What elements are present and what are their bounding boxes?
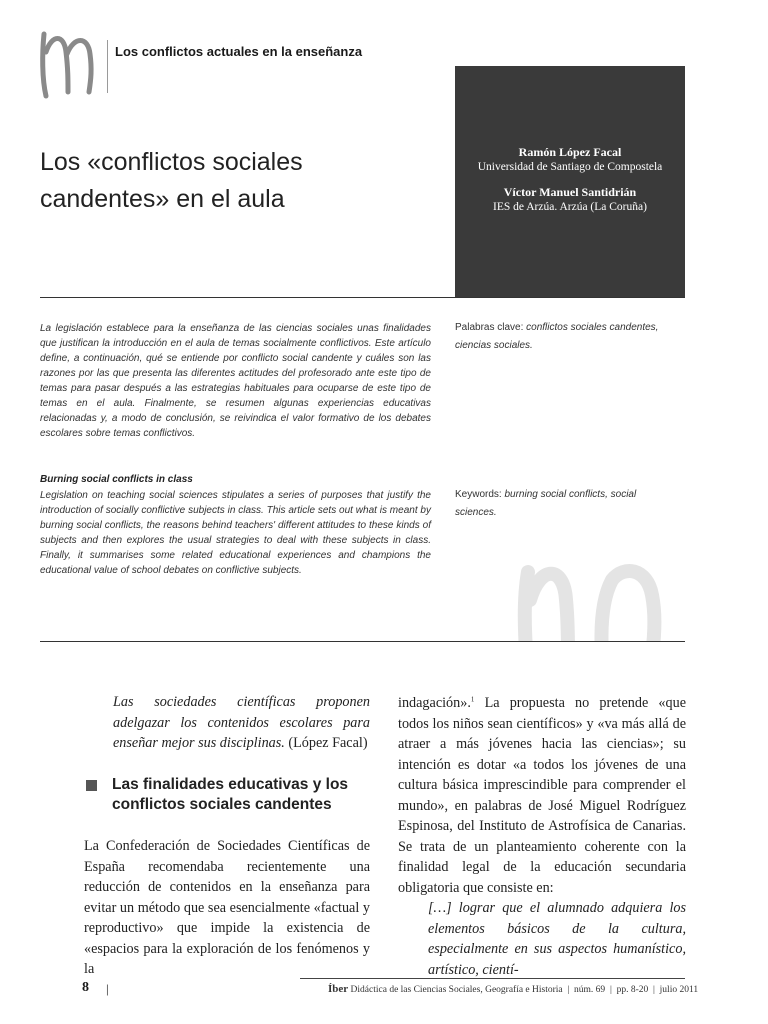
keywords-label: Palabras clave: [455,322,527,333]
keywords-english [455,486,675,522]
top-divider [40,297,685,298]
journal-brand: Íber [328,983,349,995]
abstract-english-title: Burning social conflicts in class [40,474,193,485]
section-title: Los conflictos actuales en la enseñanza [115,44,363,59]
epigraph [113,692,370,754]
footer-separator: | [609,985,612,995]
author-name: Ramón López Facal [518,145,622,159]
keywords-label: Keywords: [455,489,505,500]
keywords-spanish [455,319,675,355]
footer-divider [300,978,685,979]
page-number: 8 [82,980,89,995]
author-name: Víctor Manuel Santidrián [503,185,637,199]
heading-bullet-icon [86,780,97,791]
body-paragraph-left: La Confederación de Sociedades Científicas de España recomendaba recientemente una reducción de contenidos en la enseñanza para evitar un método que sea esencialmente «factual y reproductivo» que impide la existencia de «espacios para la exploración de los fenómenos y la [84,838,370,977]
body-text: indagación». [398,695,471,711]
issue-number: núm. 69 [574,985,606,995]
footnote-ref: 1 [470,695,475,704]
epigraph-quote: Las sociedades científicas proponen adelgazar los contenidos escolares para enseñar mejor sus disciplinas. [113,694,370,751]
author-affiliation: IES de Arzúa. Arzúa (La Coruña) [493,201,647,213]
journal-name: Didáctica de las Ciencias Sociales, Geografía e Historia [350,985,563,995]
body-text: La propuesta no pretende «que todos los niños sean científicos» y «va más allá de atraer a más jóvenes hacia las ciencias»; su intención es dotar «a todos los jóvenes de una cultura básica imprescindible para comprender el mundo», en palabras de José Miguel Rodríguez Espinosa, del Instituto de Astrofísica de Canarias. Se trata de un planteamiento coherente con la finalidad legal de la educación secundaria obligatoria que consiste en: [398,695,686,896]
article-title-line-2: candentes» en el aula [40,185,285,213]
section-heading: Las finalidades educativas y los conflictos sociales candentes [112,776,349,813]
body-paragraph-right [398,693,686,898]
abstract-english: Legislation on teaching social sciences stipulates a series of purposes that justify the introduction of socially conflictive subjects in class. This article sets out what is meant by burning social conflicts, the reasons behind teachers' different attitudes to these kinds of subjects and then explores the usual strategies to deal with these subjects in class. Finally, it summarises some related educational experiences and champions the educational value of school debates on conflictive subjects. [40,490,431,576]
page-range: pp. 8-20 [616,985,649,995]
epigraph-citation: (López Facal) [284,735,368,751]
journal-logo-icon [36,24,100,100]
watermark-logo-icon [512,560,672,642]
keywords-terms: conflictos sociales candentes, ciencias sociales. [455,322,659,351]
article-title [40,144,440,218]
abstract-divider [40,641,685,642]
author-1 [455,145,685,175]
header-divider [107,40,108,93]
issue-date: julio 2011 [659,985,699,995]
keywords-terms: burning social conflicts, social sciences. [455,489,637,518]
journal-footer [328,983,699,995]
author-2 [455,185,685,215]
footer-separator: | [653,985,655,995]
block-quote: […] lograr que el alumnado adquiera los elementos básicos de la cultura, especialmente en sus aspectos humanístico, artístico, cientí- [428,900,686,978]
author-affiliation: Universidad de Santiago de Compostela [477,161,663,173]
author-box [455,66,685,297]
article-title-line-1: Los «conflictos sociales [40,148,303,176]
abstract-spanish: La legislación establece para la enseñanza de las ciencias sociales unas finalidades que justifican la introducción en el aula de temas socialmente conflictivos. Este artículo define, a continuación, qué se entiende por conflicto social candente y cuáles son las razones por las que presenta las diferentes actitudes del profesorado ante este tipo de temas para pasar después a las estrategias habituales para ocuparse de este tipo de temas en el aula. Finalmente, se resumen algunas experiencias educativas relacionadas y, a modo de conclusión, se reivindica el valor formativo de los debates escolares sobre temas conflictivos. [40,323,431,439]
page-separator: | [106,981,109,996]
footer-separator: | [567,985,570,995]
